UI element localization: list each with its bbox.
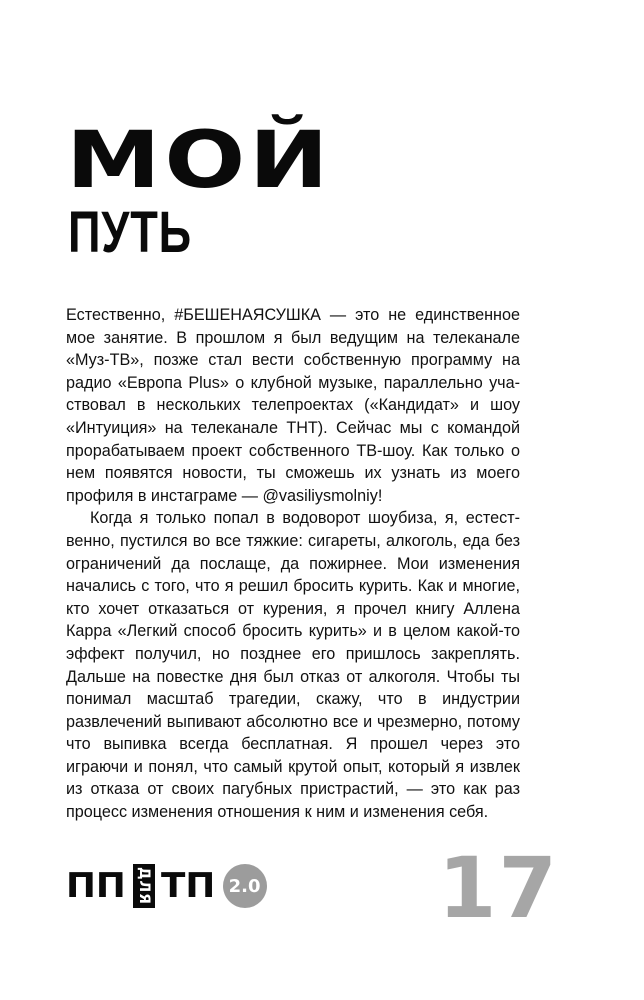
logo-word-pp: ПП — [66, 866, 126, 906]
paragraph-2: Когда я только попал в водоворот шоубиза, я, естественно, пустился во все тяжкие: сигареты, алкоголь, еда без ограничений да послаще, да пожирнее. Мои изменения начались с того, что я решил бросить курить. Как и многие, кто хочет отказаться от курения, я прочел книгу Аллена Карра «Легкий способ бросить курить» и в целом какой-то эффект получил, но позднее его пришлось закреплять. Дальше на повестке дня был отказ от алкоголя. Чтобы ты понимал масштаб трагедии, скажу, что в индустрии развлечений выпивают абсолютно все и чрезмерно, потому что выпивка всегда бесплатная. Я прошел через это играючи и понял, что самый крутой опыт, который я извлек из отказа от своих пагубных пристрастий, — это как раз процесс изменения отношения к ним и изменения себя. — [66, 509, 520, 822]
body-text — [66, 304, 520, 824]
book-logo — [66, 864, 267, 908]
logo-version-badge: 2.0 — [223, 864, 267, 908]
page-number: 17 — [438, 839, 559, 937]
paragraph-1: Естественно, #БЕШЕНАЯСУШКА — это не единственное мое занятие. В прошлом я был ведущим на телеканале «Муз-ТВ», позже стал вести собственную программу на радио «Европа Plus» о клубной музыке, параллельно участвовал в нескольких телепроектах («Кандидат» и шоу «Интуиция» на телеканале ТНТ). Сейчас мы с командой прорабатываем проект собственного ТВ-шоу. Как только о нем появятся новости, ты сможешь их узнать из моего профиля в инстаграме — @vasiliysmolniy! — [66, 306, 520, 505]
logo-dlya-text: ДЛЯ — [135, 867, 152, 905]
chapter-subtitle: ПУТЬ — [68, 200, 192, 265]
logo-word-tp: ТП — [160, 866, 216, 906]
chapter-title: МОЙ — [66, 116, 333, 206]
logo-dlya-block — [133, 864, 155, 908]
